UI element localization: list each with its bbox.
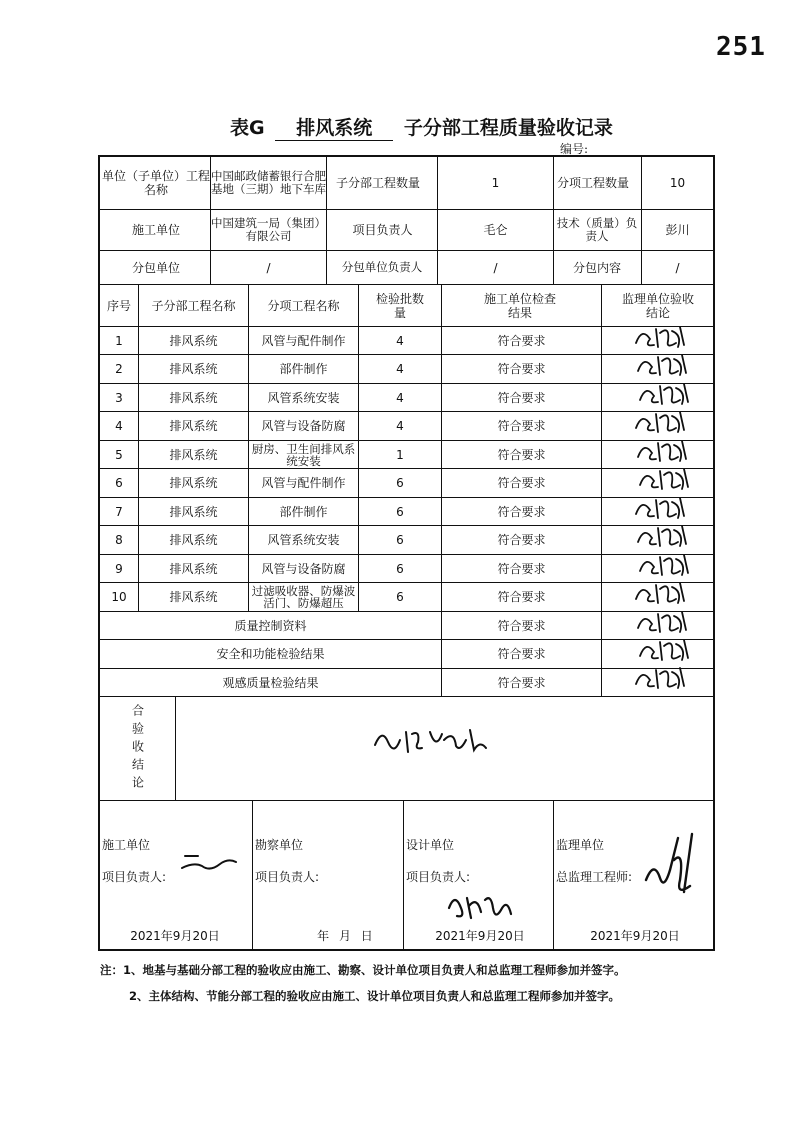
row-sub: 排风系统 <box>169 504 218 519</box>
acceptance-table <box>98 155 715 951</box>
row-sub: 排风系统 <box>169 590 218 604</box>
row-qty: 6 <box>396 504 404 519</box>
sub-content-label: 分包内容 <box>572 260 621 275</box>
form-title <box>230 113 613 141</box>
subdivision-value: 1 <box>491 176 500 190</box>
summary-result: 符合要求 <box>497 675 546 690</box>
row-result: 符合要求 <box>497 590 546 604</box>
item-count-value: 10 <box>669 176 686 190</box>
row-qty: 1 <box>396 447 404 462</box>
row-result: 符合要求 <box>497 362 546 376</box>
contractor-signature <box>180 848 240 882</box>
row-qty: 6 <box>396 590 404 604</box>
row-sub: 排风系统 <box>169 362 218 376</box>
row-item: 厨房、卫生间排风系统安装 <box>251 441 356 468</box>
sub-pm-label: 分包单位负责人 <box>341 260 423 274</box>
sig-unit: 监理单位 <box>556 838 605 852</box>
row-sub: 排风系统 <box>169 533 218 547</box>
row-qty: 4 <box>396 390 404 405</box>
summary-label: 质量控制资料 <box>234 618 307 633</box>
page-number: 251 <box>716 32 766 62</box>
row-item: 风管与配件制作 <box>261 476 346 490</box>
sub-value: / <box>266 260 271 275</box>
row-result: 符合要求 <box>497 476 546 490</box>
row-result: 符合要求 <box>497 390 546 405</box>
note-2: 2、主体结构、节能分部工程的验收应由施工、设计单位项目负责人和总监理工程师参加并签字。 <box>129 989 620 1003</box>
col-no: 序号 <box>106 298 131 313</box>
sub-pm-value: / <box>493 260 498 275</box>
conclusion-label: 合验收结论 <box>130 703 145 794</box>
row-sub: 排风系统 <box>169 419 218 433</box>
row-result: 符合要求 <box>497 504 546 519</box>
row-item: 风管与设备防腐 <box>261 561 346 576</box>
pm-value: 毛仑 <box>483 223 508 237</box>
row-no: 5 <box>115 447 123 462</box>
unit-value: 中国邮政储蓄银行合肥基地（三期）地下车库 <box>211 169 326 196</box>
summary-result: 符合要求 <box>497 618 546 633</box>
row-item: 部件制作 <box>279 362 328 376</box>
contractor-value: 中国建筑一局（集团）有限公司 <box>211 216 326 243</box>
row-qty: 6 <box>396 533 404 547</box>
row-sub: 排风系统 <box>169 333 218 348</box>
row-no: 2 <box>115 362 123 376</box>
row-no: 8 <box>115 533 123 547</box>
row-item: 风管系统安装 <box>267 390 340 405</box>
designer-signature <box>445 888 515 928</box>
tech-value: 彭川 <box>665 223 690 237</box>
row-result: 符合要求 <box>497 533 546 547</box>
row-result: 符合要求 <box>497 333 546 348</box>
title-subsystem: 排风系统 <box>275 113 393 141</box>
row-sub: 排风系统 <box>169 447 218 462</box>
sig-role: 总监理工程师: <box>556 870 633 884</box>
sig-role: 项目负责人: <box>255 870 320 884</box>
sig-unit: 勘察单位 <box>255 838 304 852</box>
sub-content-value: / <box>675 260 680 275</box>
col-sub: 子分部工程名称 <box>151 298 236 313</box>
col-conclusion: 监理单位验收结论 <box>621 291 694 320</box>
row-qty: 4 <box>396 419 404 433</box>
pass-mark <box>632 662 688 696</box>
row-no: 4 <box>115 419 123 433</box>
sub-label: 分包单位 <box>131 260 180 275</box>
sig-date: 2021年9月20日 <box>435 929 525 943</box>
sig-unit: 施工单位 <box>102 838 151 852</box>
sig-unit: 设计单位 <box>406 838 455 852</box>
conclusion-handwriting <box>370 720 490 764</box>
row-result: 符合要求 <box>497 561 546 576</box>
sig-role: 项目负责人: <box>102 870 167 884</box>
col-item: 分项工程名称 <box>267 298 340 313</box>
row-item: 风管与设备防腐 <box>261 419 346 433</box>
row-sub: 排风系统 <box>169 561 218 576</box>
row-no: 1 <box>115 333 123 348</box>
title-suffix: 子分部工程质量验收记录 <box>403 117 613 139</box>
note-1: 注：1、地基与基础分部工程的验收应由施工、勘察、设计单位项目负责人和总监理工程师参加并签字。 <box>100 963 626 977</box>
summary-label: 观感质量检验结果 <box>222 675 319 690</box>
summary-result: 符合要求 <box>497 647 546 661</box>
row-qty: 4 <box>396 333 404 348</box>
pm-label: 项目负责人 <box>352 223 413 237</box>
sig-date: 年 月 日 <box>317 929 373 943</box>
serial-label: 编号: <box>560 142 589 156</box>
row-sub: 排风系统 <box>169 476 218 490</box>
row-item: 部件制作 <box>279 504 328 519</box>
col-result: 施工单位检查结果 <box>483 291 556 320</box>
tech-label: 技术（质量）负责人 <box>556 216 638 243</box>
row-qty: 4 <box>396 362 404 376</box>
row-no: 9 <box>115 561 123 576</box>
row-item: 风管系统安装 <box>267 533 340 547</box>
item-count-label: 分项工程数量 <box>556 176 629 190</box>
row-sub: 排风系统 <box>169 390 218 405</box>
sig-role: 项目负责人: <box>406 870 471 884</box>
row-item: 过滤吸收器、防爆波活门、防爆超压 <box>251 584 356 610</box>
row-no: 6 <box>115 476 123 490</box>
title-prefix: 表G <box>230 117 265 139</box>
col-qty: 检验批数量 <box>376 291 425 320</box>
row-no: 10 <box>111 590 127 604</box>
summary-label: 安全和功能检验结果 <box>216 647 325 661</box>
supervisor-signature <box>640 830 700 904</box>
contractor-label: 施工单位 <box>131 223 180 237</box>
sig-date: 2021年9月20日 <box>590 929 680 943</box>
unit-label: 单位（子单位）工程名称 <box>102 169 211 197</box>
row-result: 符合要求 <box>497 419 546 433</box>
subdivision-label: 子分部工程数量 <box>335 176 420 190</box>
row-item: 风管与配件制作 <box>261 333 346 348</box>
row-result: 符合要求 <box>497 447 546 462</box>
row-qty: 6 <box>396 561 404 576</box>
row-no: 7 <box>115 504 123 519</box>
sig-date: 2021年9月20日 <box>130 929 220 943</box>
row-qty: 6 <box>396 476 404 490</box>
row-no: 3 <box>115 390 123 405</box>
